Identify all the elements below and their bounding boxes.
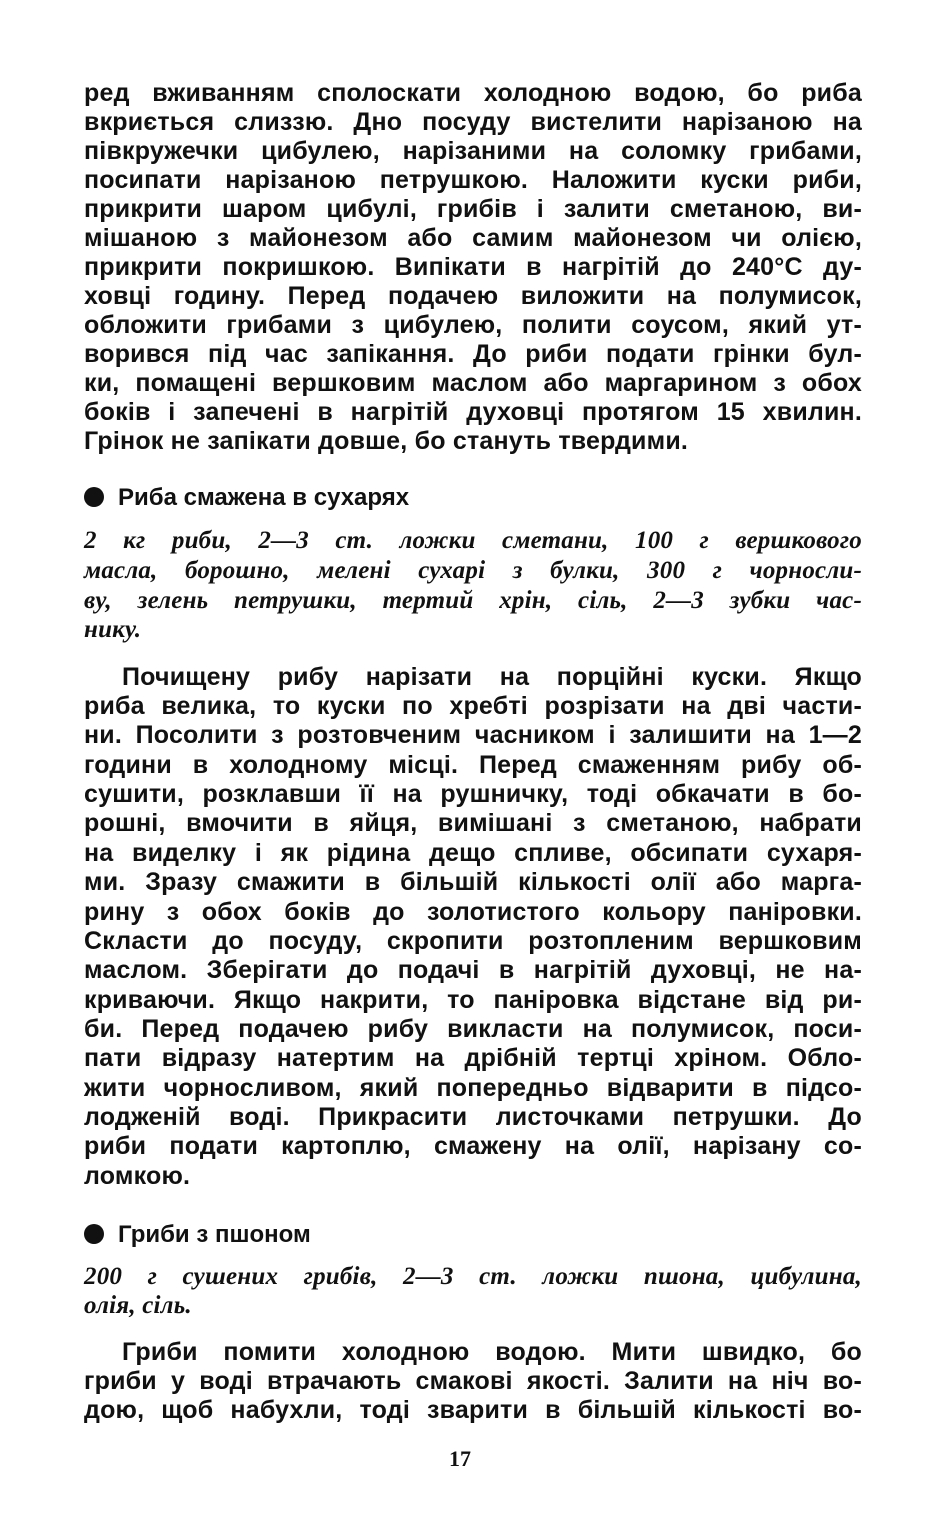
ingredients-line: олія, сіль. xyxy=(84,1292,192,1319)
instruction-line: гриби у воді втрачають смакові якості. Залити на ніч во- xyxy=(84,1367,862,1395)
text-line: боків і запечені в нагрітій духовці протягом 15 хвилин. xyxy=(84,398,862,426)
instruction-line: ни. Посолити з розтовченим часником і залишити на 1—2 xyxy=(84,721,862,749)
text-line: вкриється слиззю. Дно посуду вистелити нарізаною на xyxy=(84,108,862,136)
text-line: ворився під час запікання. До риби подати грінки бул- xyxy=(84,340,862,368)
text-line: ховці годину. Перед подачею виложити на полумисок, xyxy=(84,282,862,310)
text-line: мішаною з майонезом або самим майонезом чи олією, xyxy=(84,224,862,252)
instruction-line: пати відразу натертим на дрібній тертці хріном. Обло- xyxy=(84,1044,862,1072)
recipe-heading xyxy=(84,1219,311,1251)
ingredients-line: ву, зелень петрушки, тертий хрін, сіль, 2—3 зубки час- xyxy=(84,587,862,614)
instruction-line: Гриби помити холодною водою. Мити швидко, бо xyxy=(122,1338,862,1366)
instruction-line: жити чорносливом, який попередньо відварити в підсо- xyxy=(84,1074,862,1102)
instruction-line: дою, щоб набухли, тоді зварити в більшій кількості во- xyxy=(84,1396,862,1424)
recipe-title: Гриби з пшоном xyxy=(118,1221,311,1248)
recipe-title: Риба смажена в сухарях xyxy=(118,484,410,511)
instruction-line: Скласти до посуду, скропити розтопленим вершковим xyxy=(84,927,862,955)
instruction-line: риби подати картоплю, смажену на олії, нарізану со- xyxy=(84,1132,862,1160)
ingredients-line: 200 г сушених грибів, 2—3 ст. ложки пшона, цибулина, xyxy=(84,1263,862,1290)
instruction-line: години в холодному місці. Перед смаженням рибу об- xyxy=(84,751,862,779)
text-line: ки, помащені вершковим маслом або маргарином з обох xyxy=(84,369,862,397)
instruction-line: Почищену рибу нарізати на порційні куски. Якщо xyxy=(122,663,862,691)
bullet-icon xyxy=(84,1224,104,1244)
instruction-line: сушити, розклавши її на рушничку, тоді обкачати в бо- xyxy=(84,780,862,808)
recipe-heading xyxy=(84,482,409,514)
instruction-line: би. Перед подачею рибу викласти на полумисок, поси- xyxy=(84,1015,862,1043)
instruction-line: маслом. Зберігати до подачі в нагрітій духовці, не на- xyxy=(84,956,862,984)
text-line: посипати нарізаною петрушкою. Наложити куски риби, xyxy=(84,166,862,194)
page-number: 17 xyxy=(449,1446,471,1471)
text-line: обложити грибами з цибулею, полити соусом, який ут- xyxy=(84,311,862,339)
instruction-line: рину з обох боків до золотистого кольору паніровки. xyxy=(84,898,862,926)
instruction-line: риба велика, то куски по хребті розрізати на дві части- xyxy=(84,692,862,720)
text-line: півкружечки цибулею, нарізаними на соломку грибами, xyxy=(84,137,862,165)
instruction-line: рошні, вмочити в яйця, вимішані з сметаною, набрати xyxy=(84,809,862,837)
ingredients-line: нику. xyxy=(84,616,142,643)
text-line: Грінок не запікати довше, бо стануть твердими. xyxy=(84,427,689,455)
text-line: прикрити шаром цибулі, грибів і залити сметаною, ви- xyxy=(84,195,862,223)
instruction-line: ми. Зразу смажити в більшій кількості олії або марга- xyxy=(84,868,862,896)
bullet-icon xyxy=(84,487,104,507)
text-line: ред вживанням сполоскати холодною водою, бо риба xyxy=(84,79,862,107)
ingredients-line: 2 кг риби, 2—3 ст. ложки сметани, 100 г вершкового xyxy=(84,527,862,554)
ingredients-line: масла, борошно, мелені сухарі з булки, 300 г чорносли- xyxy=(84,557,862,584)
instruction-line: на виделку і як рідина дещо спливе, обсипати сухаря- xyxy=(84,839,862,867)
instruction-line: ломкою. xyxy=(84,1162,191,1190)
instruction-line: лодженій воді. Прикрасити листочками петрушки. До xyxy=(84,1103,862,1131)
instruction-line: криваючи. Якщо накрити, то паніровка відстане від ри- xyxy=(84,986,862,1014)
text-line: прикрити покришкою. Випікати в нагрітій до 240°С ду- xyxy=(84,253,862,281)
